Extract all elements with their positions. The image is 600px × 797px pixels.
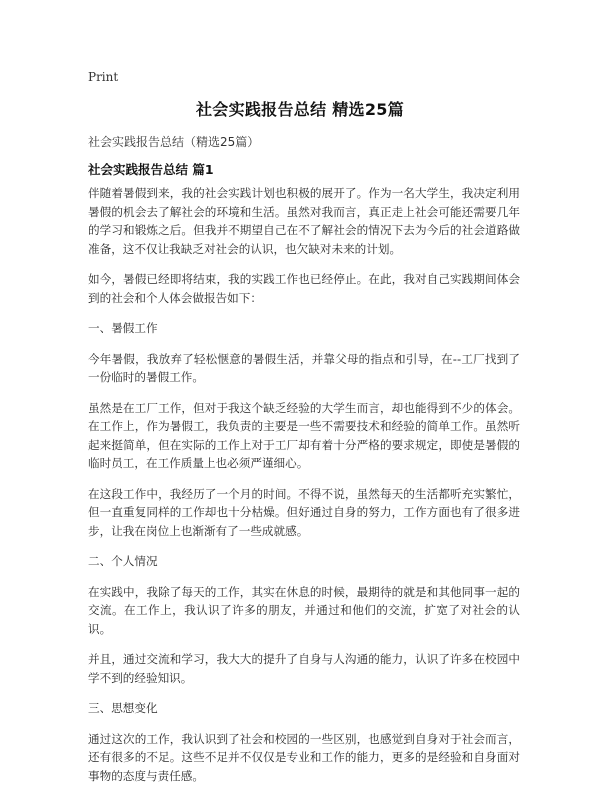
document-subtitle: 社会实践报告总结（精选25篇）: [88, 135, 260, 149]
paragraph: 如今，暑假已经即将结束，我的实践工作也已经停止。在此，我对自己实践期间体会到的社会和个人体会做报告如下：: [88, 272, 520, 305]
paragraph: 并且，通过交流和学习，我大大的提升了自身与人沟通的能力，认识了许多在校园中学不到的经验知识。: [88, 652, 520, 685]
document-body: [88, 184, 520, 797]
paragraph: 伴随着暑假到来，我的社会实践计划也积极的展开了。作为一名大学生，我决定利用暑假的机会去了解社会的环境和生活。虽然对我而言，真正走上社会可能还需要几年的学习和锻炼之后。但我并不期望自己在不了解社会的情况下去为今后的社会道路做准备，这不仅让我缺乏对社会的认识，也欠缺对未来的计划。: [88, 186, 520, 256]
page-title: 社会实践报告总结 精选25篇: [195, 100, 405, 119]
subsection-heading: 二、个人情况: [88, 554, 158, 568]
paragraph: 今年暑假，我放弃了轻松惬意的暑假生活，并靠父母的指点和引导，在--工厂找到了一份临时的暑假工作。: [88, 351, 520, 384]
subsection-heading: 三、思想变化: [88, 701, 158, 715]
subsection-heading: 一、暑假工作: [88, 321, 158, 335]
paragraph: 虽然是在工厂工作，但对于我这个缺乏经验的大学生而言，却也能得到不少的体会。在工作上，作为暑假工，我负责的主要是一些不需要技术和经验的简单工作。虽然听起来挺简单，但在实际的工作上对于工厂却有着十分严格的要求规定，即使是暑假的临时员工，在工作质量上也必须严谨细心。: [88, 400, 520, 470]
print-label[interactable]: Print: [88, 70, 119, 84]
paragraph: 在这段工作中，我经历了一个月的时间。不得不说，虽然每天的生活都听充实繁忙，但一直重复同样的工作却也十分枯燥。但好通过自身的努力，工作方面也有了很多进步，让我在岗位上也渐渐有了一些成就感。: [88, 486, 520, 538]
section-heading: 社会实践报告总结 篇1: [88, 162, 214, 177]
paragraph: 通过这次的工作，我认识到了社会和校园的一些区别，也感觉到自身对于社会而言，还有很多的不足。这些不足并不仅仅是专业和工作的能力，更多的是经验和自身面对事物的态度与责任感。: [88, 731, 520, 783]
paragraph: 在实践中，我除了每天的工作，其实在休息的时候，最期待的就是和其他同事一起的交流。在工作上，我认识了许多的朋友，并通过和他们的交流，扩宽了对社会的认识。: [88, 584, 520, 636]
